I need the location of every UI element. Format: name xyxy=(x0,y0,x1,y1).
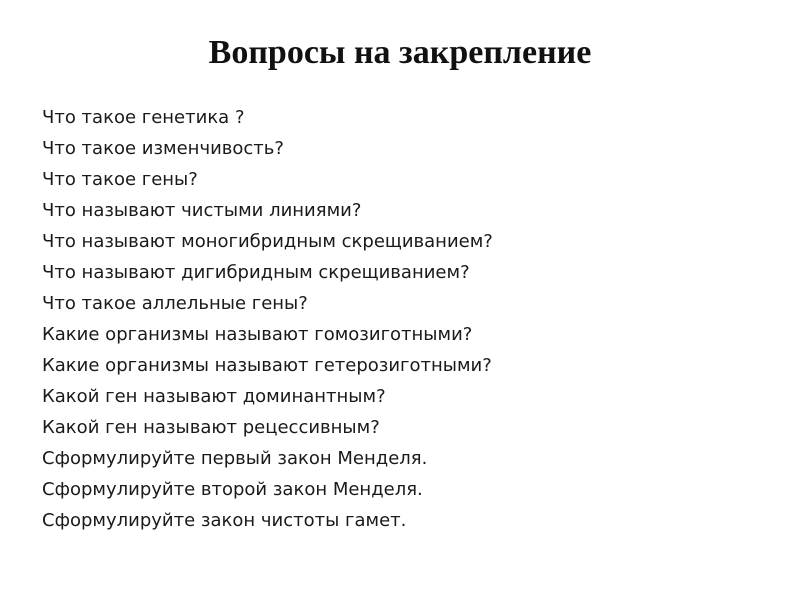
question-item: Что такое генетика ? xyxy=(42,107,245,128)
question-item: Какой ген называют рецессивным? xyxy=(42,417,380,438)
question-item: Сформулируйте закон чистоты гамет. xyxy=(42,510,407,531)
question-item: Какие организмы называют гетерозиготными? xyxy=(42,355,492,376)
question-item: Что такое изменчивость? xyxy=(42,138,284,159)
question-item: Что называют моногибридным скрещиванием? xyxy=(42,231,493,252)
slide-title: Вопросы на закрепление xyxy=(208,34,592,71)
question-item: Какие организмы называют гомозиготными? xyxy=(42,324,473,345)
question-list xyxy=(42,102,493,536)
question-item: Что называют дигибридным скрещиванием? xyxy=(42,262,470,283)
question-item: Что называют чистыми линиями? xyxy=(42,200,362,221)
question-item: Сформулируйте первый закон Менделя. xyxy=(42,448,428,469)
question-item: Что такое гены? xyxy=(42,169,198,190)
question-item: Сформулируйте второй закон Менделя. xyxy=(42,479,423,500)
question-item: Какой ген называют доминантным? xyxy=(42,386,386,407)
question-item: Что такое аллельные гены? xyxy=(42,293,308,314)
